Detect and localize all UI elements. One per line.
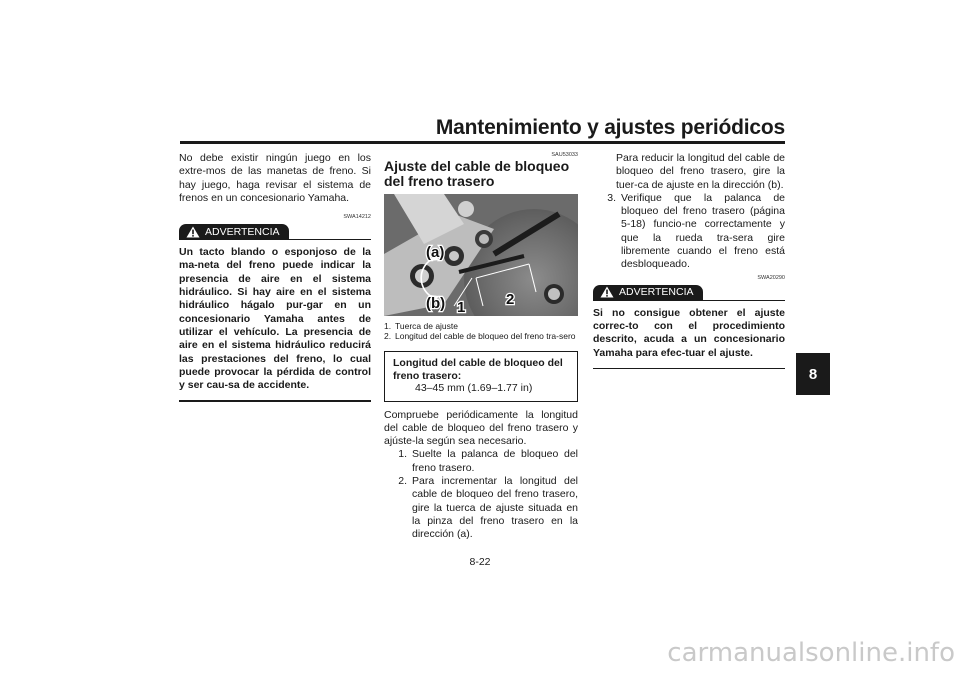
- warning-code: SWA14212: [343, 214, 371, 221]
- label-1: 1: [457, 299, 466, 316]
- warning-label: ADVERTENCIA: [205, 225, 280, 238]
- continued-paragraph: Para reducir la longitud del cable de bloqueo del freno trasero, gire la tuer-ca de ajuste en la dirección (b).: [616, 152, 785, 191]
- header-rule: [180, 141, 785, 144]
- warning-badge: [179, 224, 289, 239]
- spec-value: 43–45 mm (1.69–1.77 in): [415, 382, 533, 394]
- warning-label: ADVERTENCIA: [619, 286, 694, 299]
- warning-header: [179, 221, 371, 240]
- warning-header: [593, 282, 785, 301]
- photo-captions: [384, 321, 578, 341]
- warning-end-rule: [179, 400, 371, 402]
- brake-caliper-photo: [384, 194, 578, 316]
- column-3: [593, 152, 785, 369]
- spec-box: [384, 351, 578, 402]
- intro-paragraph: No debe existir ningún juego en los extre-mos de las manetas de freno. Si hay juego, haga revisar el sistema de frenos en un concesionario Yamaha.: [179, 152, 371, 204]
- step-item: 2. Para incrementar la longitud del cable de bloqueo del freno trasero, gire la tuerca de ajuste situada en la pinza del freno trasero en la dirección (a).: [398, 474, 578, 541]
- warning-icon: [186, 226, 200, 238]
- step-item: 3. Verifique que la palanca de bloqueo del freno trasero (página 5-18) funcio-ne correctamente y que la rueda tra-sera gire libremente cuando el freno está desbloqueado.: [607, 191, 785, 271]
- warning-code: SWA20290: [757, 274, 785, 281]
- body-paragraph: Compruebe periódicamente la longitud del cable de bloqueo del freno trasero y ajúste-la según sea necesario.: [384, 408, 578, 448]
- label-a: (a): [426, 244, 445, 261]
- warning-text: Si no consigue obtener el ajuste correc-to con el procedimiento descrito, acuda a un concesionario Yamaha para efec-tuar el ajuste.: [593, 306, 785, 359]
- step-item: 1. Suelte la palanca de bloqueo del freno trasero.: [398, 448, 578, 474]
- section-code: SAU53033: [551, 152, 578, 158]
- caption-item: 2. Longitud del cable de bloqueo del freno tra-sero: [384, 331, 576, 341]
- section-tab: 8: [796, 353, 830, 395]
- warning-icon: [600, 286, 614, 298]
- warning-end-rule: [593, 368, 785, 370]
- column-1: [179, 152, 371, 402]
- spec-title: Longitud del cable de bloqueo del freno trasero:: [393, 357, 563, 382]
- caption-item: 1. Tuerca de ajuste: [384, 321, 458, 331]
- page-title: Mantenimiento y ajustes periódicos: [435, 116, 785, 139]
- label-b: (b): [426, 295, 446, 312]
- watermark: carmanualsonline.info: [667, 638, 955, 668]
- section-title: Ajuste del cable de bloqueo del freno trasero: [384, 158, 570, 189]
- warning-badge: [593, 285, 703, 300]
- label-2: 2: [506, 291, 515, 308]
- column-2: [384, 152, 578, 541]
- page-number: 8-22: [469, 556, 491, 568]
- warning-text: Un tacto blando o esponjoso de la ma-neta del freno puede indicar la presencia de aire en el sistema hidráulico. Si hay aire en el sistema hidráulico hágalo pur-gar en un concesionario Yamaha antes de utilizar el vehículo. La presencia de aire en el sistema hidráulico reducirá las prestaciones del freno, lo cual puede provocar la pérdida de control y ser cau-sa de accidente.: [179, 246, 371, 392]
- photo-illustration: [384, 194, 578, 316]
